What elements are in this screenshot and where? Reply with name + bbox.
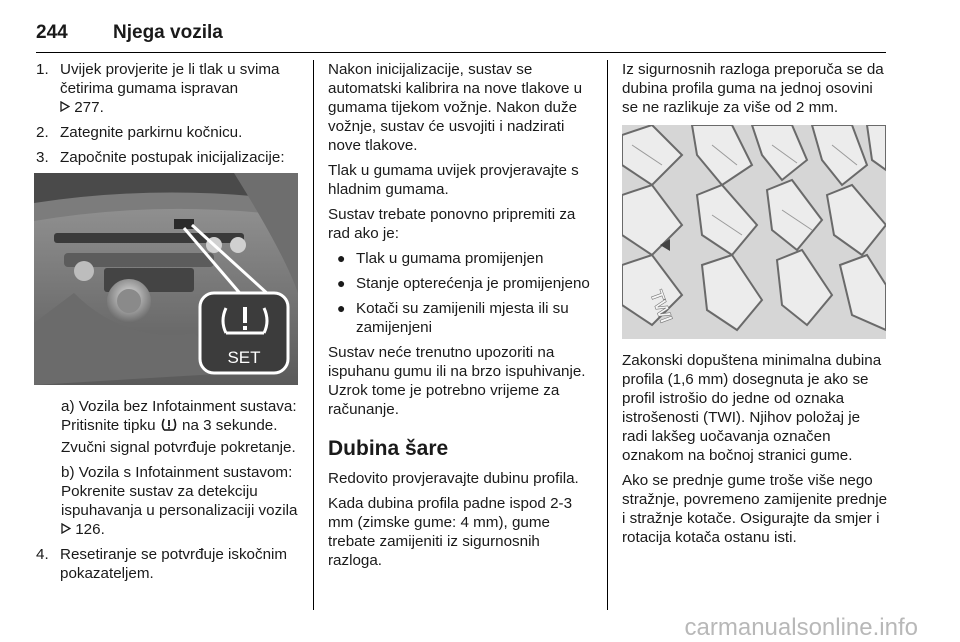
page-ref-link[interactable]: 277. [74, 99, 104, 116]
step-2: 2. Zategnite parkirnu kočnicu. [36, 124, 243, 141]
section-heading: Dubina šare [328, 437, 449, 460]
page-ref-arrow-icon [60, 98, 70, 117]
step-1: 1. Uvijek provjerite je li tlak u svima četirima gumama ispravan 277. [36, 61, 280, 116]
paragraph: Kada dubina profila padne ispod 2-3 mm (zimske gume: 4 mm), gume trebate zamijeniti iz sigurnosnih razloga. [328, 495, 573, 569]
bullet-icon: ● [337, 300, 346, 316]
watermark: carmanualsonline.info [684, 614, 918, 641]
paragraph: Redovito provjeravajte dubinu profila. [328, 470, 579, 487]
page-number: 244 [36, 22, 68, 43]
paragraph: Ako se prednje gume troše više nego stražnje, povremeno zamijenite prednje i stražnje kotače. Osigurajte da smjer i rotacija kotača ostanu isti. [622, 472, 888, 546]
paragraph: Sustav trebate ponovno pripremiti za rad ako je: [328, 206, 576, 242]
paragraph: Iz sigurnosnih razloga preporuča se da dubina profila guma na jednoj osovini se ne razlikuje za više od 2 mm. [622, 61, 884, 116]
dashboard-illustration [34, 173, 298, 385]
page-ref-link[interactable]: 126. [75, 521, 105, 538]
step-4: 4. Resetiranje se potvrđuje iskočnim pokazateljem. [36, 546, 288, 582]
page-ref-arrow-icon [61, 520, 71, 539]
page-header [36, 22, 886, 53]
column-divider [313, 60, 314, 610]
bullet-icon: ● [337, 275, 346, 291]
step-3: 3. Započnite postupak inicijalizacije: [36, 149, 285, 166]
list-item: ● Kotači su zamijenili mjesta ili su zamijenjeni [337, 300, 569, 336]
column-divider [607, 60, 608, 610]
twi-marking-label: TWI [646, 287, 677, 326]
paragraph: Zakonski dopuštena minimalna dubina profila (1,6 mm) dosegnuta je ako se profil istrošio do jedne od oznaka istrošenosti (TWI). Njihov položaj je radi lakšeg uočavanja označen oznakom na bočnoj stranici gume. [622, 352, 882, 464]
column-3 [622, 60, 888, 553]
list-item: ● Tlak u gumama promijenjen [337, 250, 544, 267]
paragraph: Tlak u gumama uvijek provjeravajte s hladnim gumama. [328, 162, 579, 198]
list-item: ● Stanje opterećenja je promijenjeno [337, 275, 590, 292]
tire-tread-illustration [622, 125, 886, 339]
column-2 [328, 60, 594, 576]
paragraph: Sustav neće trenutno upozoriti na ispuhanu gumu ili na brzo ispuhivanje. Uzrok tome je potrebno vrijeme za računanje. [328, 344, 586, 418]
tire-pressure-warning-icon [160, 417, 178, 438]
sub-step-a: a) Vozila bez Infotainment sustava: Pritisnite tipku na 3 sekunde. Zvučni signal potvrđuje pokretanje. [61, 398, 297, 456]
bullet-icon: ● [337, 250, 346, 266]
paragraph: Nakon inicijalizacije, sustav se automatski kalibrira na nove tlakove u gumama tijekom vožnje. Nakon duže vožnje, sustav će usvojiti i nadzirati nove tlakove. [328, 61, 583, 154]
set-button-label: SET [227, 348, 261, 367]
chapter-title: Njega vozila [113, 22, 223, 43]
sub-step-b: b) Vozila s Infotainment sustavom: Pokrenite sustav za detekciju ispuhavanja u personalizaciji vozila 126. [61, 464, 298, 538]
column-1 [36, 60, 298, 589]
